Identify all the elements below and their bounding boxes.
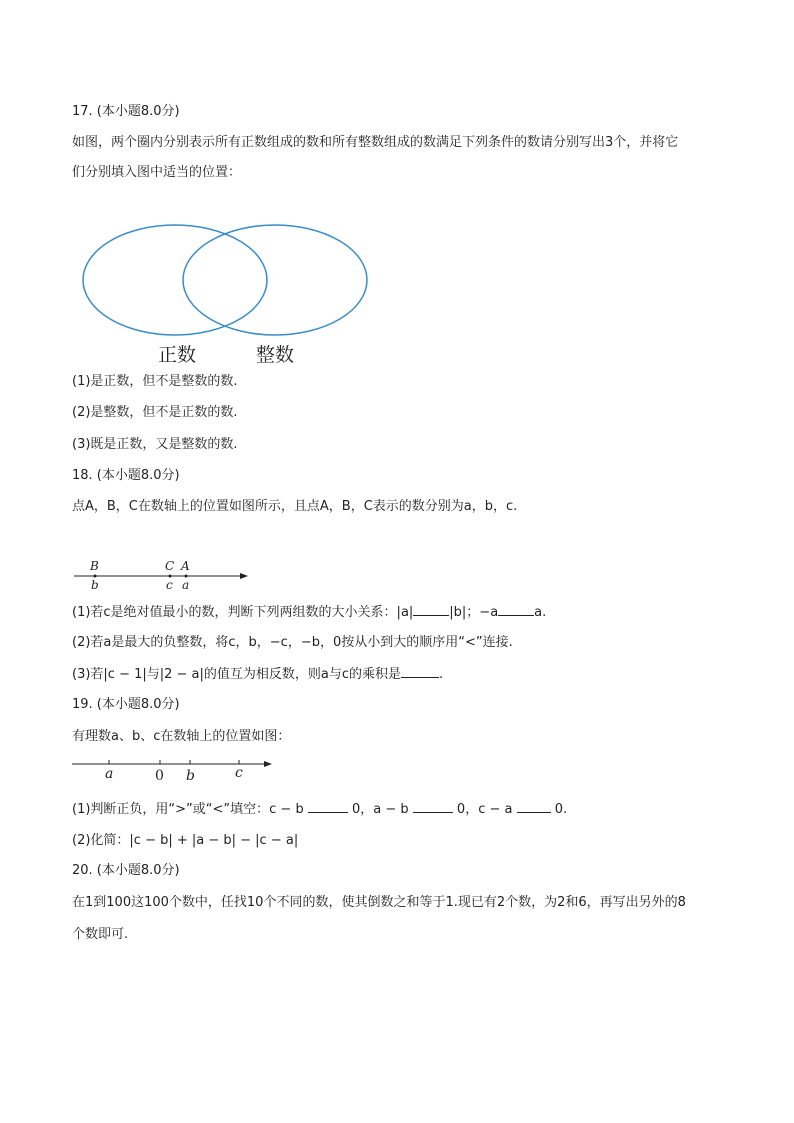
q19-sub1-part4: 0. <box>554 802 568 817</box>
q18-label-C: C <box>165 559 175 573</box>
q18-label-A: A <box>181 559 190 573</box>
q19-stem: 有理数a、b、c在数轴上的位置如图： <box>72 729 291 744</box>
q19-label-a: a <box>105 766 114 782</box>
q18-label-c: c <box>166 578 173 592</box>
q19-blank-2[interactable] <box>413 800 453 813</box>
q19-sub1 <box>72 800 567 819</box>
q19-header: 19. (本小题8.0分) <box>72 697 180 712</box>
q17-sub1: (1)是正数，但不是整数的数. <box>72 374 238 389</box>
q19-sub1-part3: 0，c − a <box>456 802 513 817</box>
q19-number-line <box>72 756 282 786</box>
q17-stem-line2: 们分别填入图中适当的位置： <box>72 165 242 180</box>
q18-sub1-part1: (1)若c是绝对值最小的数，判断下列两组数的大小关系：|a| <box>72 605 414 620</box>
q18-sub3-part2: . <box>439 667 444 682</box>
venn-left-label: 正数 <box>158 344 197 366</box>
venn-diagram <box>78 222 378 372</box>
q19-sub1-part2: 0，a − b <box>351 802 409 817</box>
venn-positive-circle <box>83 225 267 335</box>
q18-header: 18. (本小题8.0分) <box>72 468 180 483</box>
q20-header: 20. (本小题8.0分) <box>72 863 180 878</box>
q19-sub2: (2)化简：|c − b| + |a − b| − |c − a| <box>72 833 299 848</box>
q18-sub2: (2)若a是最大的负整数，将c，b，−c，−b，0按从小到大的顺序用“<”连接. <box>72 635 513 650</box>
q19-blank-3[interactable] <box>517 800 551 813</box>
q19-blank-1[interactable] <box>308 800 348 813</box>
q18-sub3-part1: (3)若|c − 1|与|2 − a|的值互为相反数，则a与c的乘积是 <box>72 667 402 682</box>
q18-blank-1[interactable] <box>413 603 449 616</box>
q17-stem-line1: 如图，两个圈内分别表示所有正数组成的数和所有整数组成的数满足下列条件的数请分别写出3个，并将它 <box>72 135 679 150</box>
q18-blank-2[interactable] <box>498 603 534 616</box>
q19-label-0: 0 <box>155 768 164 784</box>
q17-sub2: (2)是整数，但不是正数的数. <box>72 405 238 420</box>
q18-sub3 <box>72 665 443 684</box>
q19-axis-arrow <box>264 761 272 767</box>
venn-integer-circle <box>183 225 367 335</box>
q18-axis-arrow <box>240 573 248 579</box>
q18-label-b: b <box>91 578 99 592</box>
q18-sub1-part3: a. <box>534 605 547 620</box>
q18-stem: 点A，B，C在数轴上的位置如图所示，且点A，B，C表示的数分别为a，b，c. <box>72 499 518 514</box>
q17-sub3: (3)既是正数，又是整数的数. <box>72 437 238 452</box>
q19-label-c: c <box>235 765 243 781</box>
q20-stem-line2: 个数即可. <box>72 927 129 942</box>
q19-sub1-part1: (1)判断正负，用“>”或“<”填空：c − b <box>72 802 304 817</box>
q18-label-B: B <box>90 559 99 573</box>
q18-number-line <box>74 558 264 594</box>
q19-label-b: b <box>186 768 195 784</box>
q17-header: 17. (本小题8.0分) <box>72 104 180 119</box>
venn-right-label: 整数 <box>256 344 295 366</box>
q20-stem-line1: 在1到100这100个数中，任找10个不同的数，使其倒数之和等于1.现已有2个数，为2和6，再写出另外的8 <box>72 895 686 910</box>
q18-label-a: a <box>182 578 190 592</box>
q18-sub1 <box>72 603 546 622</box>
q18-blank-3[interactable] <box>401 665 439 678</box>
q18-sub1-part2: |b|；−a <box>449 605 499 620</box>
